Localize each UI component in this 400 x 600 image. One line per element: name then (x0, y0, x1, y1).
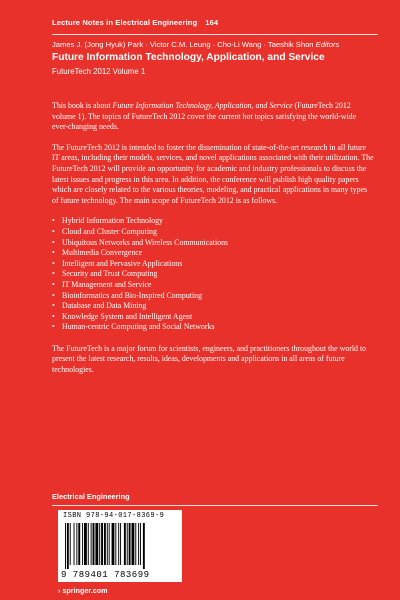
barcode-bar (138, 523, 139, 565)
barcode-bar (74, 523, 75, 565)
topic-item: • Knowledge System and Intelligent Agent (52, 312, 374, 323)
topic-item: • Ubiquitous Networks and Wireless Communications (52, 238, 374, 249)
topic-list (52, 216, 374, 333)
barcode-bar (118, 523, 119, 565)
closing-paragraph: The FutureTech is a major forum for scientists, engineers, and practitioners throughout the world to present the latest research, results, ideas, developments and applications in all areas of future technologies. (52, 343, 367, 375)
topic-item: • Database and Data Mining (52, 301, 374, 312)
editors-role: Editors (315, 40, 340, 49)
barcode-bar (70, 523, 71, 565)
series-line (52, 18, 218, 27)
editors-line (52, 40, 339, 49)
book-subtitle: FutureTech 2012 Volume 1 (52, 67, 146, 76)
barcode-bar (109, 523, 110, 565)
isbn-barcode-box (58, 510, 182, 582)
barcode-bar (78, 523, 80, 565)
barcode-bar (120, 523, 121, 565)
barcode-bar (140, 523, 141, 565)
intro-paragraph (52, 101, 374, 133)
series-name: Lecture Notes in Electrical Engineering (52, 18, 198, 27)
barcode-bar (135, 523, 136, 565)
barcode-bar (115, 523, 116, 565)
isbn-label: ISBN 978-94-017-8369-9 (63, 512, 165, 520)
intro-prefix: This book is about (52, 101, 113, 110)
barcode-bar (88, 523, 89, 565)
barcode-bar (107, 523, 108, 565)
barcode-bar (82, 523, 83, 565)
editor-names: James J. (Jong Hyuk) Park · Victor C.M. Leung · Cho-Li Wang · Taeshik Shon (52, 40, 314, 49)
barcode-bar (101, 523, 103, 565)
book-title: Future Information Technology, Application, and Service (52, 52, 325, 63)
isbn-digits: 9 789401 783699 (61, 570, 150, 580)
barcode-bar (65, 523, 66, 569)
barcode-bar (84, 523, 87, 565)
intro-suffix: (FutureTech 2012 volume 1). The topics of FutureTech 2012 cover the current hot topics satisfying the world-wide ever-changing needs. (52, 101, 357, 132)
topic-item: • Cloud and Cluster Computing (52, 227, 374, 238)
top-divider (52, 34, 378, 35)
bottom-divider (52, 505, 378, 506)
barcode-bar (129, 523, 131, 565)
topic-item: • Intelligent and Pervasive Applications (52, 259, 374, 270)
description (52, 101, 374, 386)
barcode-bar (76, 523, 77, 565)
series-volume: 164 (205, 18, 219, 27)
barcode-bar (67, 523, 69, 569)
topic-item: • Bioinformatics and Bio-Inspired Computing (52, 291, 374, 302)
barcode-bar (124, 523, 126, 565)
topic-item: • IT Management and Service (52, 280, 374, 291)
category-label: Electrical Engineering (52, 492, 130, 501)
barcode-bar (127, 523, 128, 565)
barcode-bar (143, 523, 145, 569)
scope-paragraph: The FutureTech 2012 is intended to foster the dissemination of state-of-the-art research in all future IT areas, including their models, services, and novel applications associated with their utilization. The FutureTech 2012 will provide an opportunity for academic and industry professionals to discuss the latest issues and progress in this area. In addition, the conference will publish high quality papers which are closely related to the various theories, modeling, and practical applications in many types of future technology. The main scope of FutureTech 2012 is as follows. (52, 142, 374, 205)
topic-item: • Security and Trust Computing (52, 269, 374, 280)
barcode-bar (132, 523, 135, 565)
intro-italic-title: Future Information Technology, Application, and Service (112, 101, 293, 110)
topic-item: • Hybrid Information Technology (52, 216, 374, 227)
topic-item: • Multimedia Convergence (52, 248, 374, 259)
barcode-bar (93, 523, 95, 565)
publisher-website-link[interactable]: › springer.com (58, 586, 108, 595)
barcode-image (65, 523, 177, 569)
barcode-bar (99, 523, 100, 565)
barcode-bar (91, 523, 92, 565)
topic-item: • Human-centric Computing and Social Networks (52, 322, 374, 333)
barcode-bar (112, 523, 115, 565)
barcode-bar (104, 523, 106, 565)
barcode-bar (95, 523, 98, 565)
